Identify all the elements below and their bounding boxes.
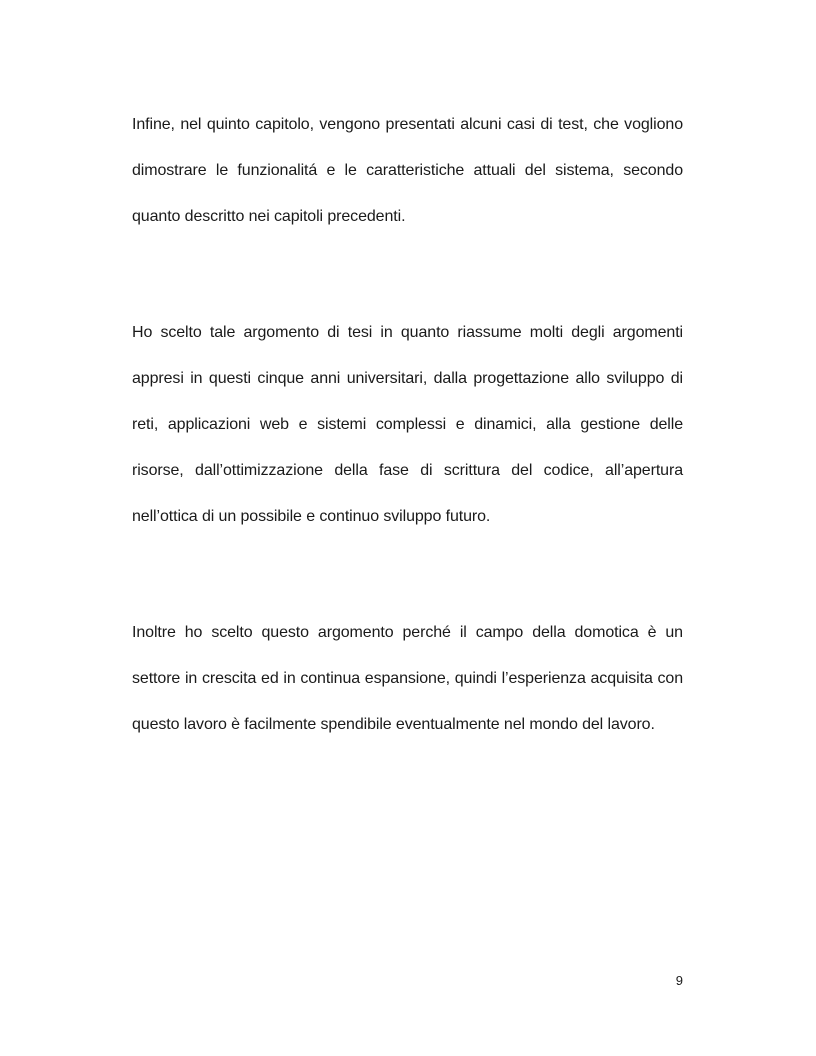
page-number: 9 [675, 973, 683, 988]
paragraph-final-chapter [132, 102, 683, 240]
paragraph-text: Inoltre ho scelto questo argomento perché il campo della domotica è un settore in crescita ed in continua espansione, quindi l’esperienza acquisita con questo lavoro è facilmente spendibile eventualmente nel mondo del lavoro. [132, 624, 683, 733]
paragraph-text: Infine, nel quinto capitolo, vengono presentati alcuni casi di test, che vogliono dimostrare le funzionalitá e le caratteristiche attuali del sistema, secondo quanto descritto nei capitoli precedenti. [132, 116, 683, 225]
paragraph-text: Ho scelto tale argomento di tesi in quanto riassume molti degli argomenti appresi in questi cinque anni universitari, dalla progettazione allo sviluppo di reti, applicazioni web e sistemi complessi e dinamici, alla gestione delle risorse, dall’ottimizzazione della fase di scrittura del codice, all’apertura nell’ottica di un possibile e continuo sviluppo futuro. [132, 324, 683, 525]
paragraph-thesis-motivation [132, 310, 683, 540]
paragraph-domotics-field [132, 610, 683, 748]
